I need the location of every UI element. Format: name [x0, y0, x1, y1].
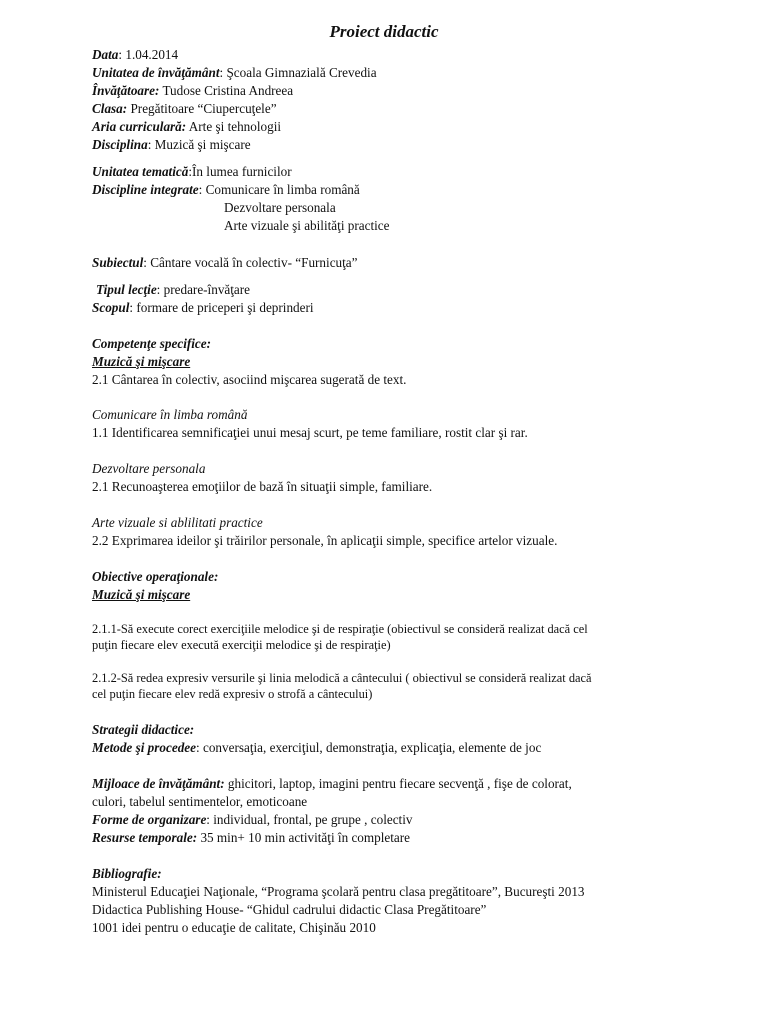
strategii-heading: Strategii didactice: [92, 722, 195, 737]
obiectiv-1-line-1: 2.1.1-Să execute corect exerciţiile melodice şi de respiraţie (obiectivul se consideră realizat dacă cel [92, 622, 588, 636]
competente-arte-heading: Arte vizuale si ablilitati practice [92, 515, 263, 530]
document-title: Proiect didactic [329, 22, 439, 41]
field-discipline-integrate: Discipline integrate: Comunicare în limba română [92, 182, 360, 197]
competente-dezvoltare-text: 2.1 Recunoaşterea emoţiilor de bază în situaţii simple, familiare. [92, 479, 433, 494]
field-unitatea: Unitatea de învăţământ: Şcoala Gimnazială Crevedia [92, 65, 377, 80]
field-scopul: Scopul: formare de priceperi şi deprinderi [92, 300, 314, 315]
field-unitatea-tematica: Unitatea tematică:În lumea furnicilor [92, 164, 292, 179]
field-metode: Metode şi procedee: conversaţia, exerciţiul, demonstraţia, explicaţia, elemente de joc [92, 740, 542, 755]
field-aria: Aria curriculară: Arte şi tehnologii [92, 119, 282, 134]
competente-dezvoltare-heading: Dezvoltare personala [92, 461, 206, 476]
field-clasa: Clasa: Pregătitoare “Ciupercuţele” [92, 101, 277, 116]
field-subiectul: Subiectul: Cântare vocală în colectiv- “Furnicuţa” [92, 255, 358, 270]
competente-comunicare-text: 1.1 Identificarea semnificaţiei unui mesaj scurt, pe teme familiare, rostit clar şi rar. [92, 425, 528, 440]
obiective-muzica-heading: Muzică şi mişcare [92, 587, 191, 602]
field-resurse: Resurse temporale: 35 min+ 10 min activităţi în completare [92, 830, 411, 845]
bibliografie-item: 1001 idei pentru o educaţie de calitate, Chişinău 2010 [92, 920, 376, 935]
field-tipul-lectie: Tipul lecţie: predare-învăţare [96, 282, 251, 297]
obiectiv-2-line-2: cel puţin fiecare elev redă expresiv o strofă a cântecului) [92, 687, 373, 701]
obiectiv-2-line-1: 2.1.2-Să redea expresiv versurile şi linia melodică a cântecului ( obiectivul se consideră realizat dacă [92, 671, 592, 685]
competente-heading: Competenţe specifice: [92, 336, 212, 351]
obiective-heading: Obiective operaţionale: [92, 569, 219, 584]
field-mijloace: Mijloace de învăţământ: ghicitori, laptop, imagini pentru fiecare secvenţă , fişe de colorat, [92, 776, 572, 791]
competente-arte-text: 2.2 Exprimarea ideilor şi trăirilor personale, în aplicaţii simple, specifice artelor vizuale. [92, 533, 558, 548]
bibliografie-item: Didactica Publishing House- “Ghidul cadrului didactic Clasa Pregătitoare” [92, 902, 487, 917]
competente-comunicare-heading: Comunicare în limba română [92, 407, 248, 422]
integrate-item: Dezvoltare personala [224, 200, 336, 215]
field-disciplina: Disciplina: Muzică şi mişcare [92, 137, 251, 152]
competente-muzica-text: 2.1 Cântarea în colectiv, asociind mişcarea sugerată de text. [92, 372, 407, 387]
field-mijloace-cont: culori, tabelul sentimentelor, emoticoane [92, 794, 308, 809]
obiectiv-1-line-2: puţin fiecare elev execută exerciţii melodice şi de respiraţie) [92, 638, 391, 652]
field-forme: Forme de organizare: individual, frontal, pe grupe , colectiv [92, 812, 413, 827]
field-invatatoare: Învăţătoare: Tudose Cristina Andreea [92, 83, 294, 98]
bibliografie-heading: Bibliografie: [92, 866, 162, 881]
competente-muzica-heading: Muzică şi mişcare [92, 354, 191, 369]
bibliografie-item: Ministerul Educaţiei Naţionale, “Programa şcolară pentru clasa pregătitoare”, Bucureşti 2013 [92, 884, 585, 899]
field-data: Data: 1.04.2014 [92, 47, 179, 62]
integrate-item: Arte vizuale şi abilităţi practice [224, 218, 390, 233]
